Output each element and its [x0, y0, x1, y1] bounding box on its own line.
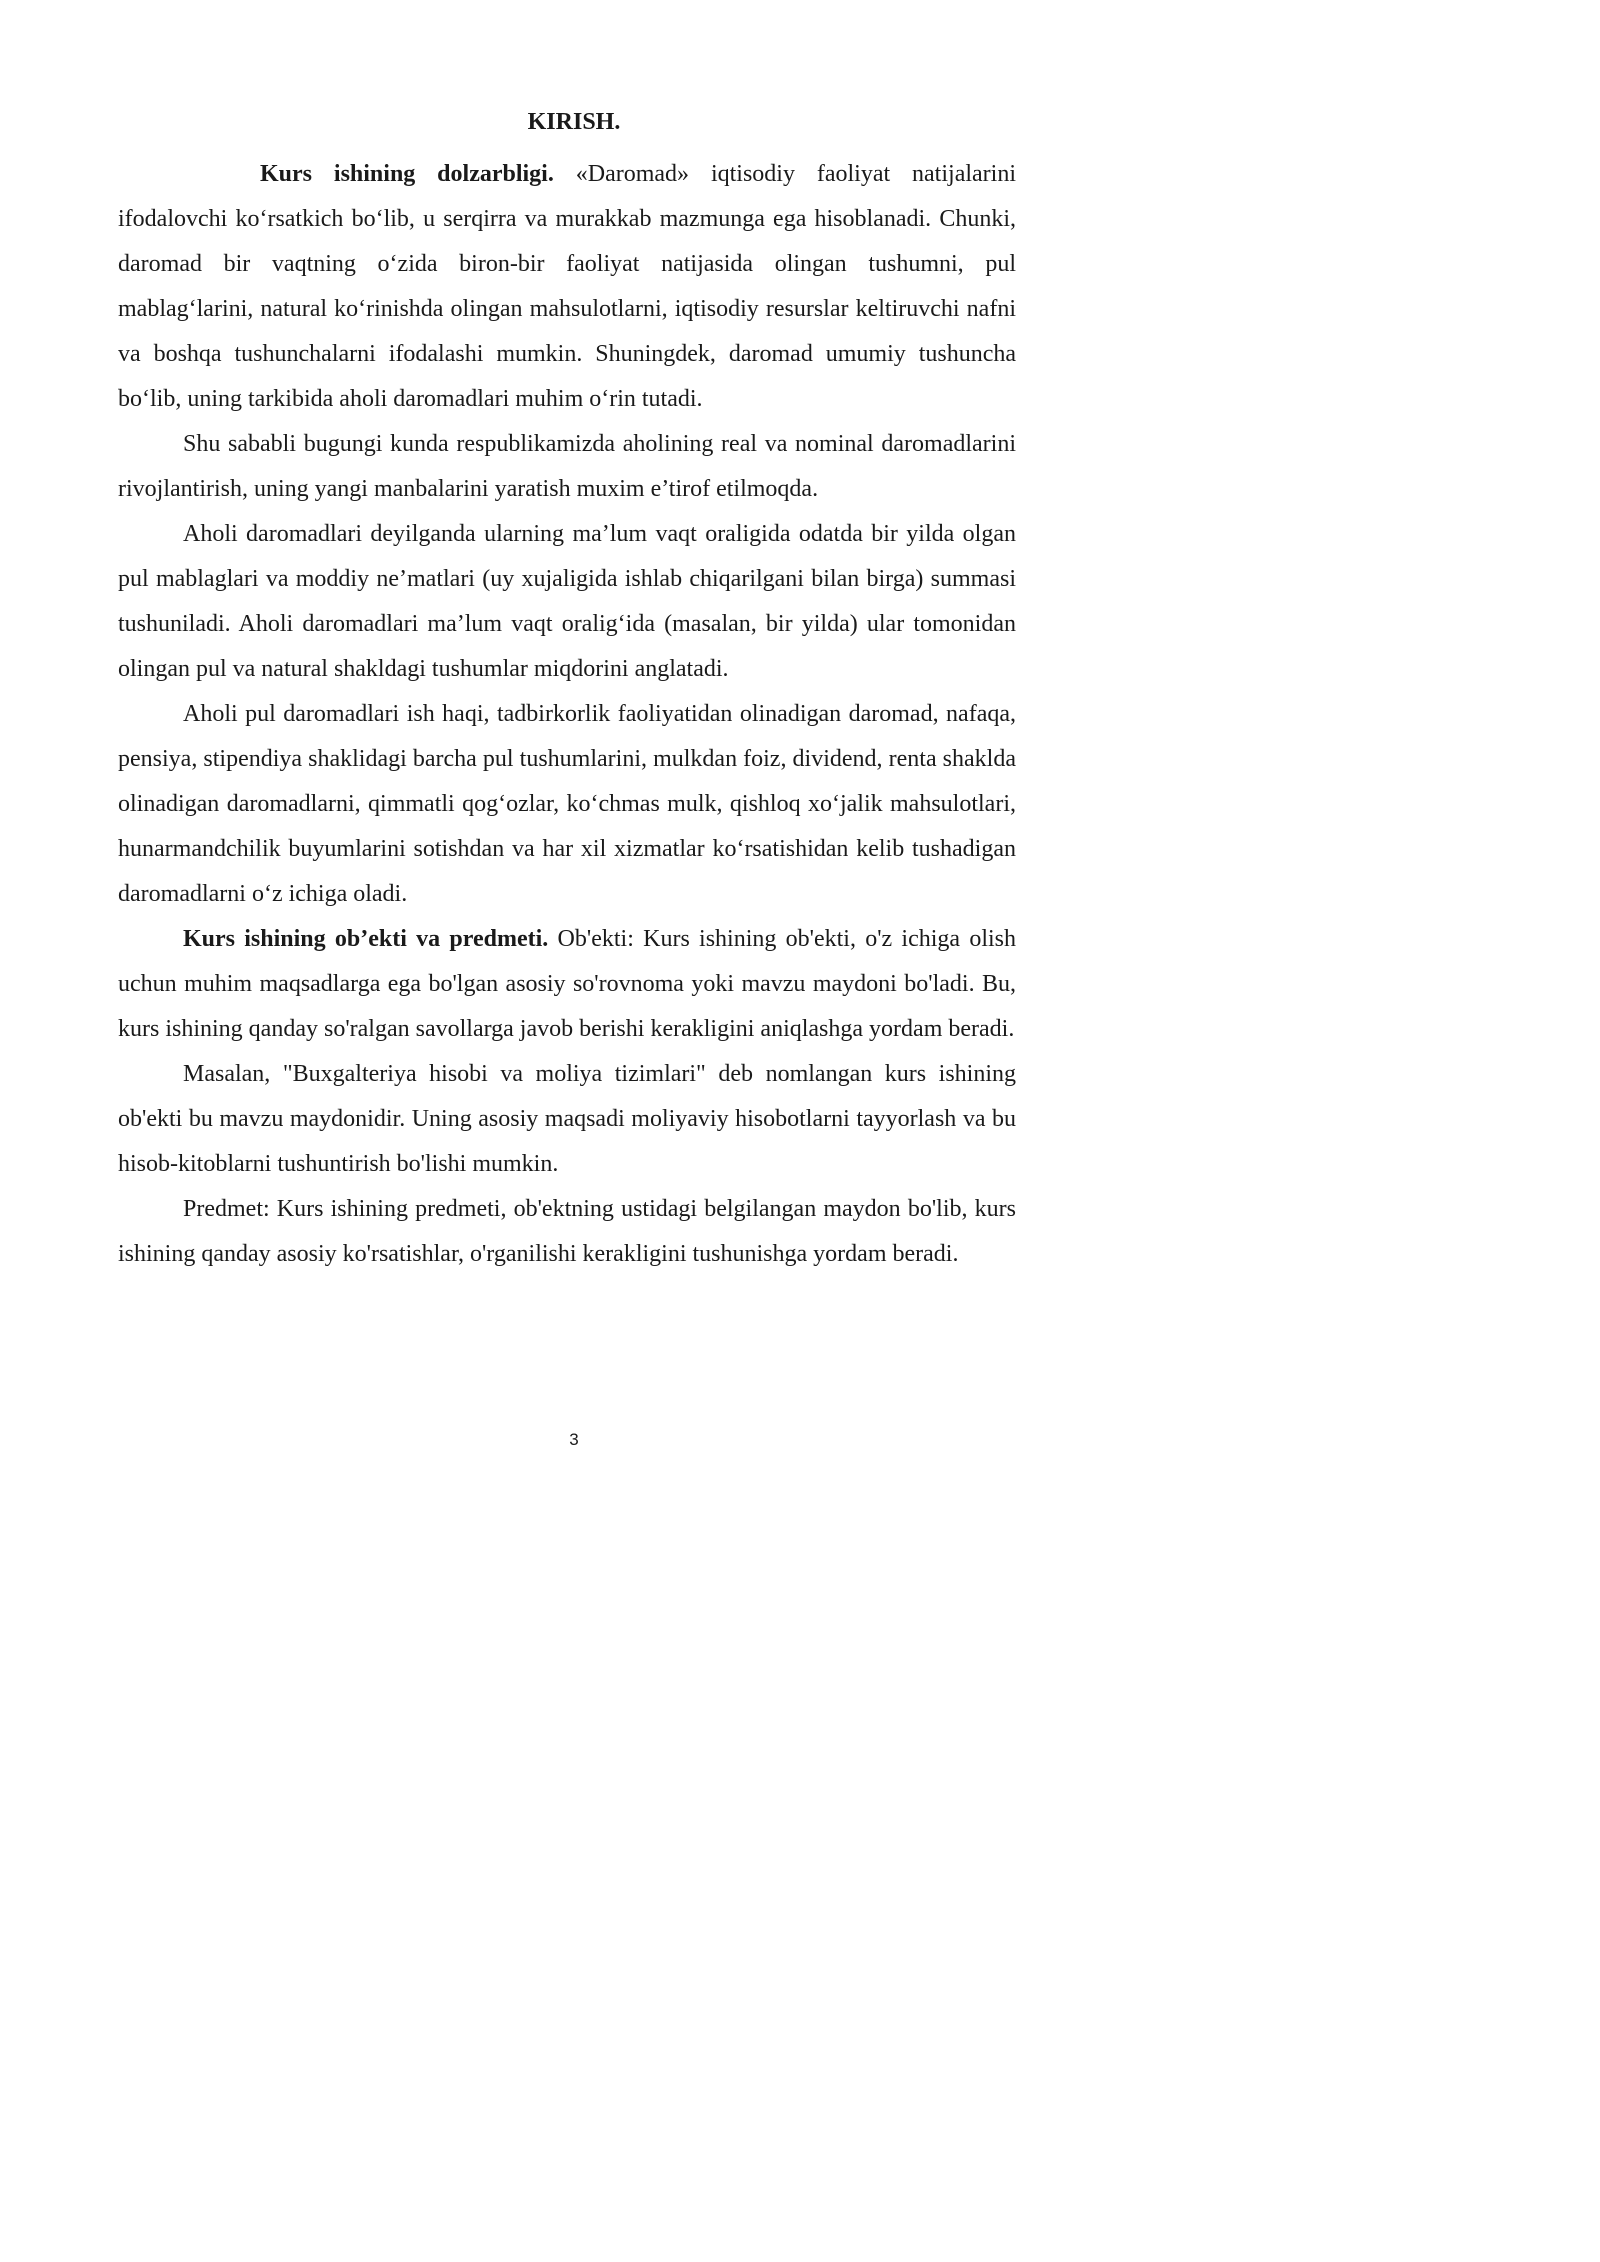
paragraph-heading: Kurs ishining dolzarbligi. — [260, 161, 554, 187]
paragraph-text: Masalan, "Buxgalteriya hisobi va moliya tizimlari" deb nomlangan kurs ishining ob'ekti bu mavzu maydonidir. Uning asosiy maqsadi moliyaviy hisobotlarni tayyorlash va bu hisob-kitoblarni tushuntirish bo'lishi mumkin. — [118, 1061, 1016, 1177]
paragraph-text: Predmet: Kurs ishining predmeti, ob'ektning ustidagi belgilangan maydon bo'lib, kurs ishining qanday asosiy ko'rsatishlar, o'rganilishi kerakligini tushunishga yordam beradi. — [118, 1196, 1016, 1267]
paragraph-relevance — [118, 152, 1016, 422]
paragraph-text: Aholi daromadlari deyilganda ularning ma’lum vaqt oraligida odatda bir yilda olgan pul mablaglari va moddiy ne’matlari (uy xujaligida ishlab chiqarilgani bilan birga) summasi tushuniladi. Aholi daromadlari ma’lum vaqt oralig‘ida (masalan, bir yilda) ular tomonidan olingan pul va natural shakldagi tushumlar miqdorini anglatadi. — [118, 521, 1016, 682]
paragraph-text: Ob'ekti: Kurs ishining ob'ekti, o'z ichiga olish uchun muhim maqsadlarga ega bo'lgan asosiy so'rovnoma yoki mavzu maydoni bo'ladi. Bu, kurs ishining qanday so'ralgan savollarga javob berishi kerakligini aniqlashga yordam beradi. — [118, 926, 1017, 1042]
document-body — [118, 152, 1016, 1277]
paragraph — [118, 422, 1016, 512]
paragraph-text: Shu sababli bugungi kunda respublikamizda aholining real va nominal daromadlarini rivojlantirish, uning yangi manbalarini yaratish muxim e’tirof etilmoqda. — [118, 431, 1016, 502]
paragraph-heading: Kurs ishining ob’ekti va predmeti. — [183, 926, 549, 952]
paragraph — [118, 1052, 1016, 1187]
paragraph-text: «Daromad» iqtisodiy faoliyat natijalarini ifodalovchi ko‘rsatkich bo‘lib, u serqirra va murakkab mazmunga ega hisoblanadi. Chunki, daromad bir vaqtning o‘zida biron-bir faoliyat natijasida olingan tushumni, pul mablag‘larini, natural ko‘rinishda olingan mahsulotlarni, iqtisodiy resurslar keltiruvchi nafni va boshqa tushunchalarni ifodalashi mumkin. Shuningdek, daromad umumiy tushuncha bo‘lib, uning tarkibida aholi daromadlari muhim o‘rin tutadi. — [118, 161, 1016, 412]
section-title: KIRISH. — [527, 109, 621, 135]
paragraph-text: Aholi pul daromadlari ish haqi, tadbirkorlik faoliyatidan olinadigan daromad, nafaqa, pensiya, stipendiya shaklidagi barcha pul tushumlarini, mulkdan foiz, dividend, renta shaklda olinadigan daromadlarni, qimmatli qog‘ozlar, ko‘chmas mulk, qishloq xo‘jalik mahsulotlari, hunarmandchilik buyumlarini sotishdan va har xil xizmatlar ko‘rsatishidan kelib tushadigan daromadlarni o‘z ichiga oladi. — [118, 701, 1016, 907]
paragraph — [118, 692, 1016, 917]
paragraph — [118, 1187, 1016, 1277]
paragraph — [118, 512, 1016, 692]
paragraph-object-subject — [118, 917, 1016, 1052]
page-number: 3 — [569, 1430, 579, 1449]
